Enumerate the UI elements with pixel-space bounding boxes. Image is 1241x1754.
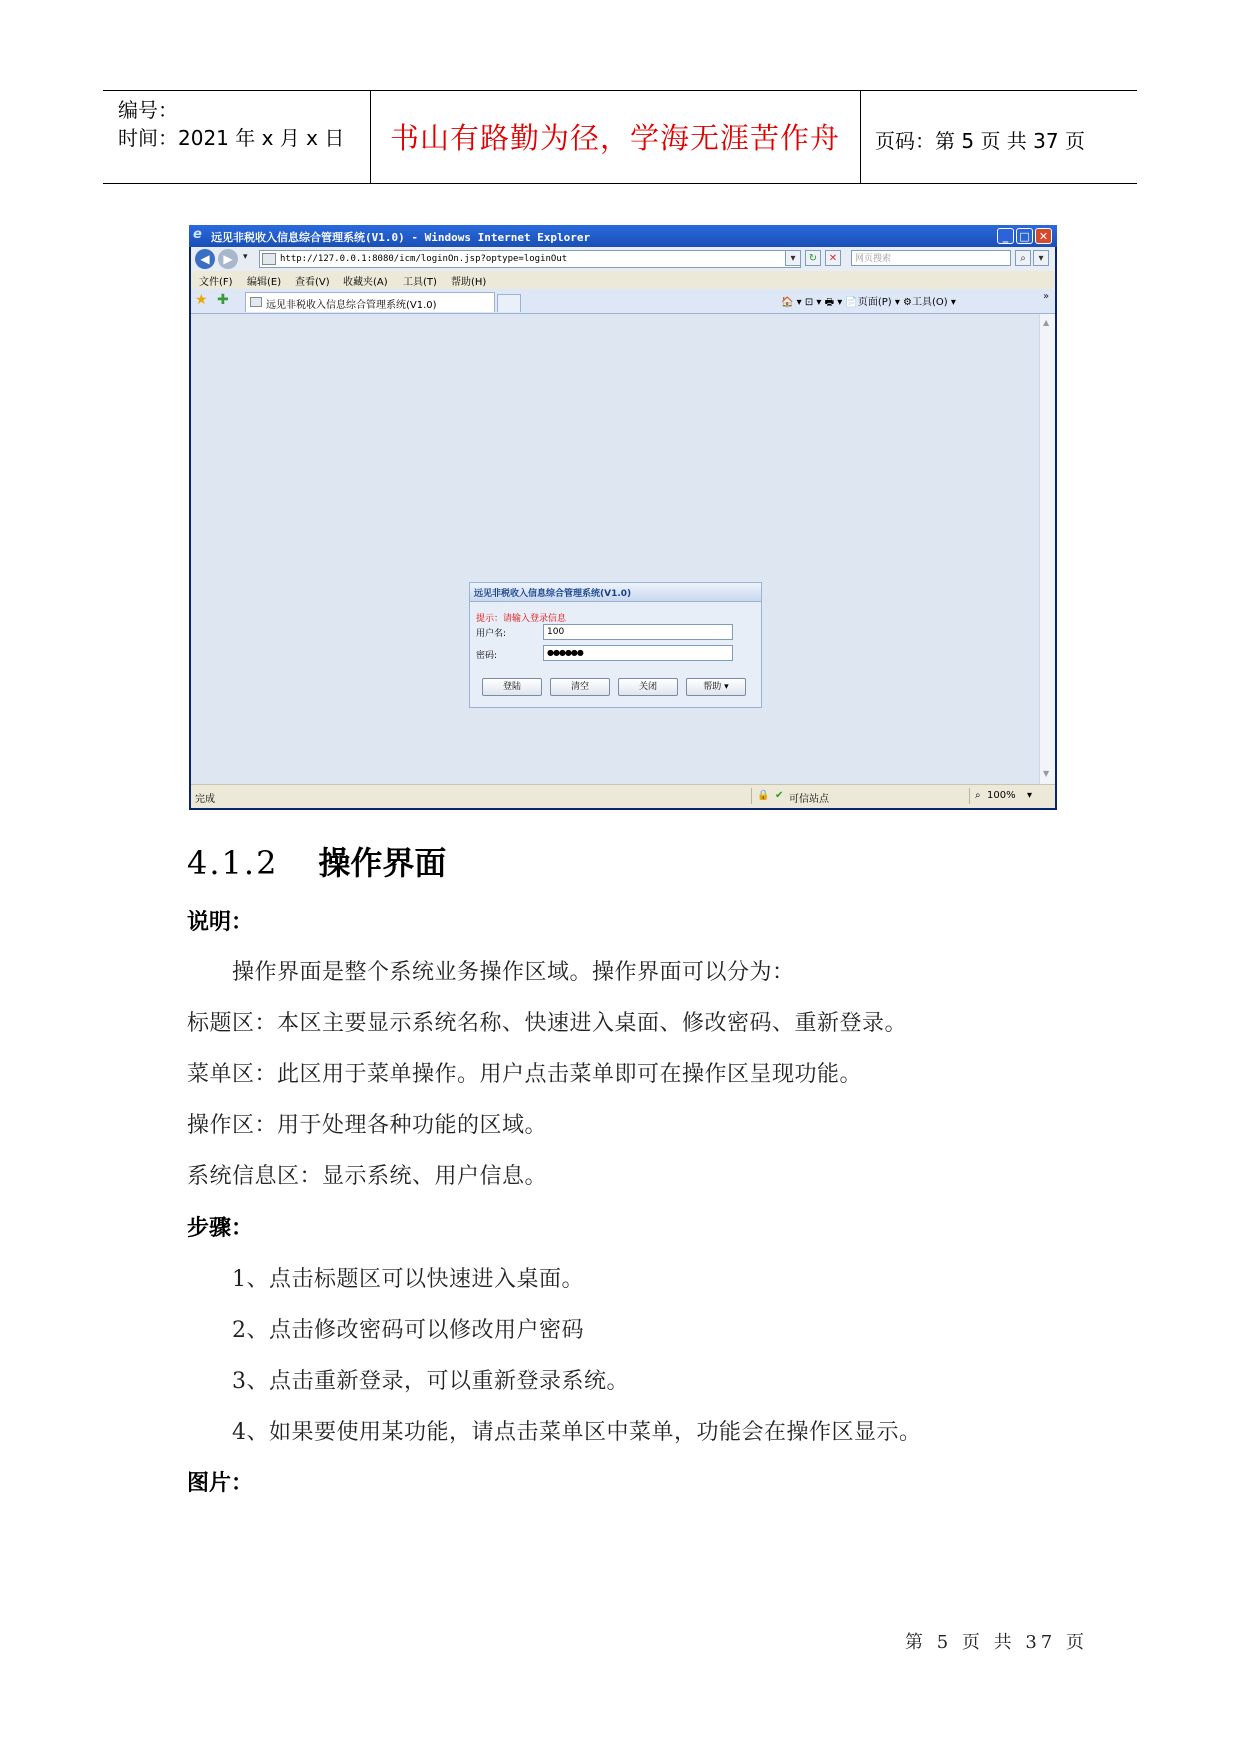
forward-button[interactable]: ▶: [218, 249, 238, 269]
search-options-button[interactable]: ▾: [1033, 250, 1049, 266]
history-dropdown-icon[interactable]: ▾: [243, 252, 248, 262]
menu-favorites[interactable]: 收藏夹(A): [343, 277, 388, 288]
url-dropdown-button[interactable]: ▾: [785, 250, 801, 266]
status-bar: [191, 784, 1055, 808]
refresh-button[interactable]: ↻: [805, 250, 821, 266]
status-text: 完成: [195, 794, 215, 805]
add-favorites-icon[interactable]: ✚: [217, 292, 229, 308]
area-item: 系统信息区：显示系统、用户信息。: [187, 1164, 548, 1189]
login-dialog-title-bar: [470, 583, 761, 602]
search-input[interactable]: 网页搜索: [851, 250, 1011, 266]
header-top-rule: [103, 90, 1137, 91]
header-divider: [860, 90, 861, 184]
menu-tools[interactable]: 工具(T): [403, 277, 437, 288]
step-item: 4、如果要使用某功能，请点击菜单区中菜单，功能会在操作区显示。: [232, 1420, 922, 1445]
ie-logo-icon: e: [193, 227, 202, 242]
checkmark-icon: ✔: [775, 790, 784, 801]
password-label: 密码:: [476, 651, 498, 661]
step-item: 1、点击标题区可以快速进入桌面。: [232, 1267, 584, 1292]
menu-file[interactable]: 文件(F): [199, 277, 233, 288]
close-button[interactable]: ✕: [1035, 228, 1052, 244]
maximize-button[interactable]: □: [1016, 228, 1033, 244]
step-item: 3、点击重新登录，可以重新登录系统。: [232, 1369, 629, 1394]
browser-window-title: 远见非税收入信息综合管理系统(V1.0) - Windows Internet Explorer: [211, 231, 591, 244]
status-separator: [969, 788, 970, 804]
tab-title: 远见非税收入信息综合管理系统(V1.0): [266, 300, 437, 311]
header-time-label: 时间：2021 年 x 月 x 日: [118, 126, 345, 150]
menu-view[interactable]: 查看(V): [295, 277, 330, 288]
menu-help[interactable]: 帮助(H): [451, 277, 487, 288]
login-button[interactable]: 登陆: [482, 678, 542, 696]
zoom-level[interactable]: 100%: [987, 790, 1016, 801]
browser-content-area: [191, 314, 1039, 784]
header-number-label: 编号：: [118, 98, 178, 122]
url-input[interactable]: [259, 250, 801, 268]
browser-title-bar: [189, 225, 1057, 247]
page-icon: [262, 253, 276, 265]
url-text: http://127.0.0.1:8080/icm/loginOn.jsp?optype=loginOut: [280, 254, 568, 264]
zoom-dropdown-icon[interactable]: ▾: [1027, 790, 1033, 801]
scroll-down-icon[interactable]: ▼: [1043, 769, 1050, 778]
tab-bar: [191, 289, 1055, 314]
steps-label: 步骤：: [187, 1216, 254, 1241]
scroll-up-icon[interactable]: ▲: [1043, 318, 1050, 327]
minimize-button[interactable]: _: [997, 228, 1014, 244]
menu-bar: [191, 271, 1055, 289]
browser-screenshot: [189, 225, 1057, 810]
command-bar[interactable]: 🏠 ▾ ⊡ ▾ 🖶 ▾ 📄页面(P) ▾ ⚙工具(O) ▾: [781, 297, 956, 308]
security-icon[interactable]: 🔒: [757, 790, 770, 801]
area-item: 菜单区：此区用于菜单操作。用户点击菜单即可在操作区呈现功能。: [187, 1062, 863, 1087]
close-dialog-button[interactable]: 关闭: [618, 678, 678, 696]
username-field[interactable]: 100: [543, 624, 733, 640]
section-number: 4.1.2: [187, 844, 279, 882]
image-label: 图片：: [187, 1471, 254, 1496]
password-field[interactable]: ●●●●●●: [543, 645, 733, 661]
description-label: 说明：: [187, 910, 254, 935]
page-footer: 第 5 页 共 37 页: [905, 1632, 1088, 1653]
clear-button[interactable]: 清空: [550, 678, 610, 696]
area-item: 操作区：用于处理各种功能的区域。: [187, 1113, 548, 1138]
login-dialog: [469, 582, 762, 708]
section-title: 操作界面: [318, 844, 447, 882]
back-button[interactable]: ◀: [195, 249, 215, 269]
zoom-icon: ⌕: [975, 790, 981, 801]
page-icon: [250, 297, 262, 307]
new-tab-button[interactable]: [497, 294, 521, 312]
username-label: 用户名:: [476, 629, 507, 639]
menu-edit[interactable]: 编辑(E): [247, 277, 282, 288]
address-bar: [191, 247, 1055, 271]
login-hint: 提示：请输入登录信息: [476, 614, 567, 624]
chevron-more-icon[interactable]: »: [1043, 291, 1050, 302]
area-item: 标题区：本区主要显示系统名称、快速进入桌面、修改密码、重新登录。: [187, 1011, 908, 1036]
stop-button[interactable]: ✕: [825, 250, 841, 266]
status-separator: [751, 788, 752, 804]
login-dialog-title: 远见非税收入信息综合管理系统(V1.0): [474, 589, 632, 599]
help-button[interactable]: 帮助 ▾: [686, 678, 746, 696]
description-intro: 操作界面是整个系统业务操作区域。操作界面可以分为：: [232, 960, 795, 985]
search-button[interactable]: ⌕: [1015, 250, 1031, 266]
section-heading: [187, 838, 446, 884]
header-motto: 书山有路勤为径，学海无涯苦作舟: [389, 121, 840, 155]
header-page-label: 页码：第 5 页 共 37 页: [875, 129, 1085, 153]
tab-login-page[interactable]: [245, 292, 495, 312]
header-bottom-rule: [103, 183, 1137, 184]
favorites-star-icon[interactable]: ★: [195, 292, 208, 308]
vertical-scrollbar[interactable]: [1039, 314, 1055, 784]
step-item: 2、点击修改密码可以修改用户密码: [232, 1318, 584, 1343]
security-zone[interactable]: 可信站点: [789, 794, 829, 805]
